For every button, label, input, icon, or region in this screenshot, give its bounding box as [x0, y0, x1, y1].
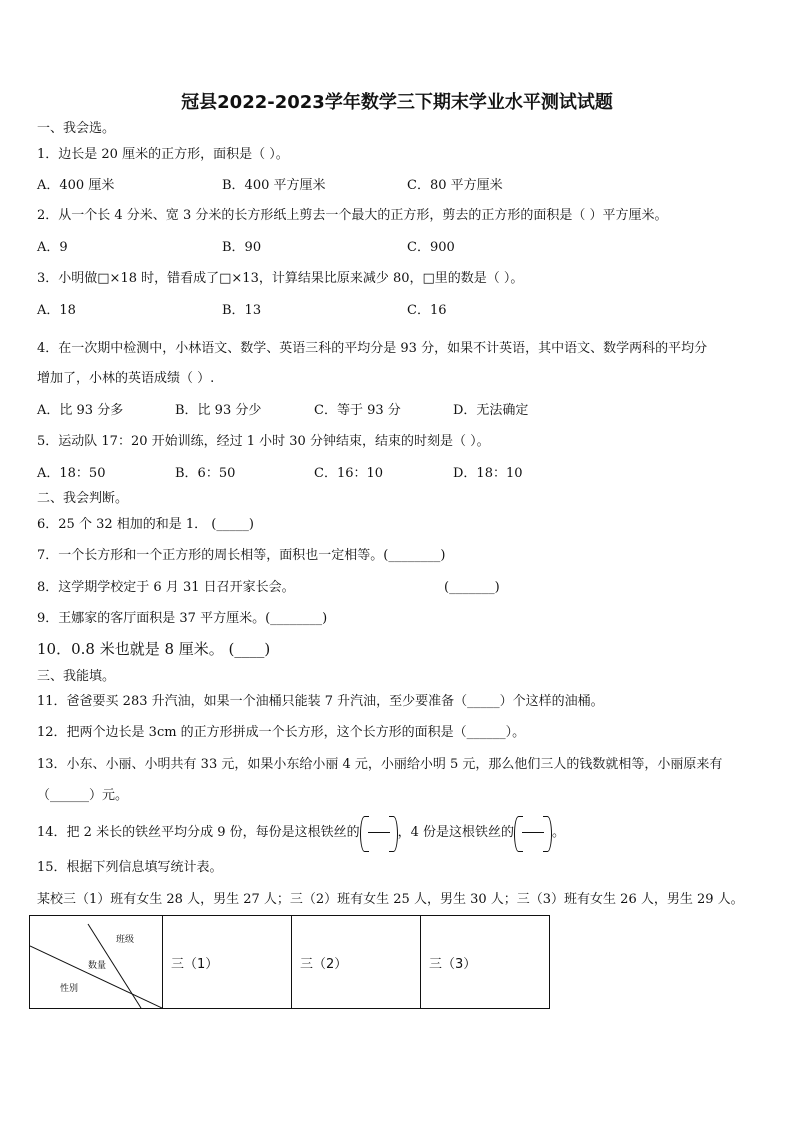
q5-option-d: D．18：10 [453, 466, 523, 481]
q4-option-c: C．等于 93 分 [314, 403, 401, 418]
question-10: 10．0.8 米也就是 8 厘米。 (____) [37, 640, 271, 658]
q4-option-a: A．比 93 分多 [37, 403, 124, 418]
q1-option-b: B．400 平方厘米 [222, 178, 326, 193]
fraction-blank-2[interactable] [514, 816, 552, 850]
q5-option-b: B．6：50 [175, 466, 236, 481]
section-heading-choose: 一、我会选。 [37, 121, 116, 136]
question-14-part-1: 14．把 2 米长的铁丝平均分成 9 份，每份是这根铁丝的 [37, 825, 360, 840]
column-header-class-1: 三（1） [163, 916, 292, 1009]
q3-option-b: B．13 [222, 303, 262, 318]
question-12: 12．把两个边长是 3cm 的正方形拼成一个长方形，这个长方形的面积是（______）。 [37, 725, 526, 740]
statistics-table [29, 915, 550, 1009]
question-4-line-2: 增加了，小林的英语成绩（ ）. [37, 371, 215, 386]
table-corner-cell [30, 916, 163, 1009]
q4-option-d: D．无法确定 [453, 403, 529, 418]
question-14 [37, 815, 565, 851]
section-heading-judge: 二、我会判断。 [37, 491, 129, 506]
question-14-part-3: 。 [552, 825, 566, 840]
corner-label-count: 数量 [88, 961, 107, 971]
q3-option-a: A．18 [37, 303, 76, 318]
question-2: 2．从一个长 4 分米、宽 3 分米的长方形纸上剪去一个最大的正方形，剪去的正方形的面积是（ ）平方厘米。 [37, 208, 668, 223]
question-5: 5．运动队 17：20 开始训练，经过 1 小时 30 分钟结束，结束的时刻是（ ）。 [37, 434, 490, 449]
question-7: 7．一个长方形和一个正方形的周长相等，面积也一定相等。(________) [37, 548, 446, 563]
section-heading-fill: 三、我能填。 [37, 669, 116, 684]
question-3: 3．小明做□×18 时，错看成了□×13，计算结果比原来减少 80，□里的数是（ ）。 [37, 271, 524, 286]
page-title: 冠县2022-2023学年数学三下期末学业水平测试试题 [181, 92, 613, 113]
question-11: 11．爸爸要买 283 升汽油，如果一个油桶只能装 7 升汽油，至少要准备（_____）个这样的油桶。 [37, 694, 604, 709]
corner-label-class: 班级 [116, 935, 135, 945]
corner-label-gender: 性别 [60, 984, 79, 994]
question-9: 9．王娜家的客厅面积是 37 平方厘米。(________) [37, 611, 328, 626]
q5-option-a: A．18：50 [37, 466, 106, 481]
q2-option-a: A．9 [37, 240, 68, 255]
q3-option-c: C．16 [407, 303, 447, 318]
column-header-class-2: 三（2） [292, 916, 421, 1009]
question-6: 6．25 个 32 相加的和是 1． (_____) [37, 517, 254, 532]
question-14-part-2: ，4 份是这根铁丝的 [397, 825, 515, 840]
q1-option-a: A．400 厘米 [37, 178, 115, 193]
question-4-line-1: 4．在一次期中检测中，小林语文、数学、英语三科的平均分是 93 分，如果不计英语，其中语文、数学两科的平均分 [37, 341, 708, 356]
question-15-info: 某校三（1）班有女生 28 人，男生 27 人；三（2）班有女生 25 人，男生 30 人；三（3）班有女生 26 人，男生 29 人。 [37, 892, 744, 907]
q4-option-b: B．比 93 分少 [175, 403, 262, 418]
q1-option-c: C．80 平方厘米 [407, 178, 503, 193]
question-1: 1．边长是 20 厘米的正方形，面积是（ ）。 [37, 147, 289, 162]
question-13-line-2: （______）元。 [37, 788, 129, 803]
question-15: 15．根据下列信息填写统计表。 [37, 860, 223, 875]
q2-option-c: C．900 [407, 240, 455, 255]
question-8-answer-blank: (_______) [444, 580, 500, 595]
q2-option-b: B．90 [222, 240, 262, 255]
column-header-class-3: 三（3） [421, 916, 550, 1009]
fraction-blank-1[interactable] [360, 816, 398, 850]
q5-option-c: C．16：10 [314, 466, 384, 481]
table-row [30, 916, 550, 1009]
question-8: 8．这学期学校定于 6 月 31 日召开家长会。 [37, 580, 295, 595]
question-13-line-1: 13．小东、小丽、小明共有 33 元，如果小东给小丽 4 元，小丽给小明 5 元，那么他们三人的钱数就相等，小丽原来有 [37, 757, 723, 772]
